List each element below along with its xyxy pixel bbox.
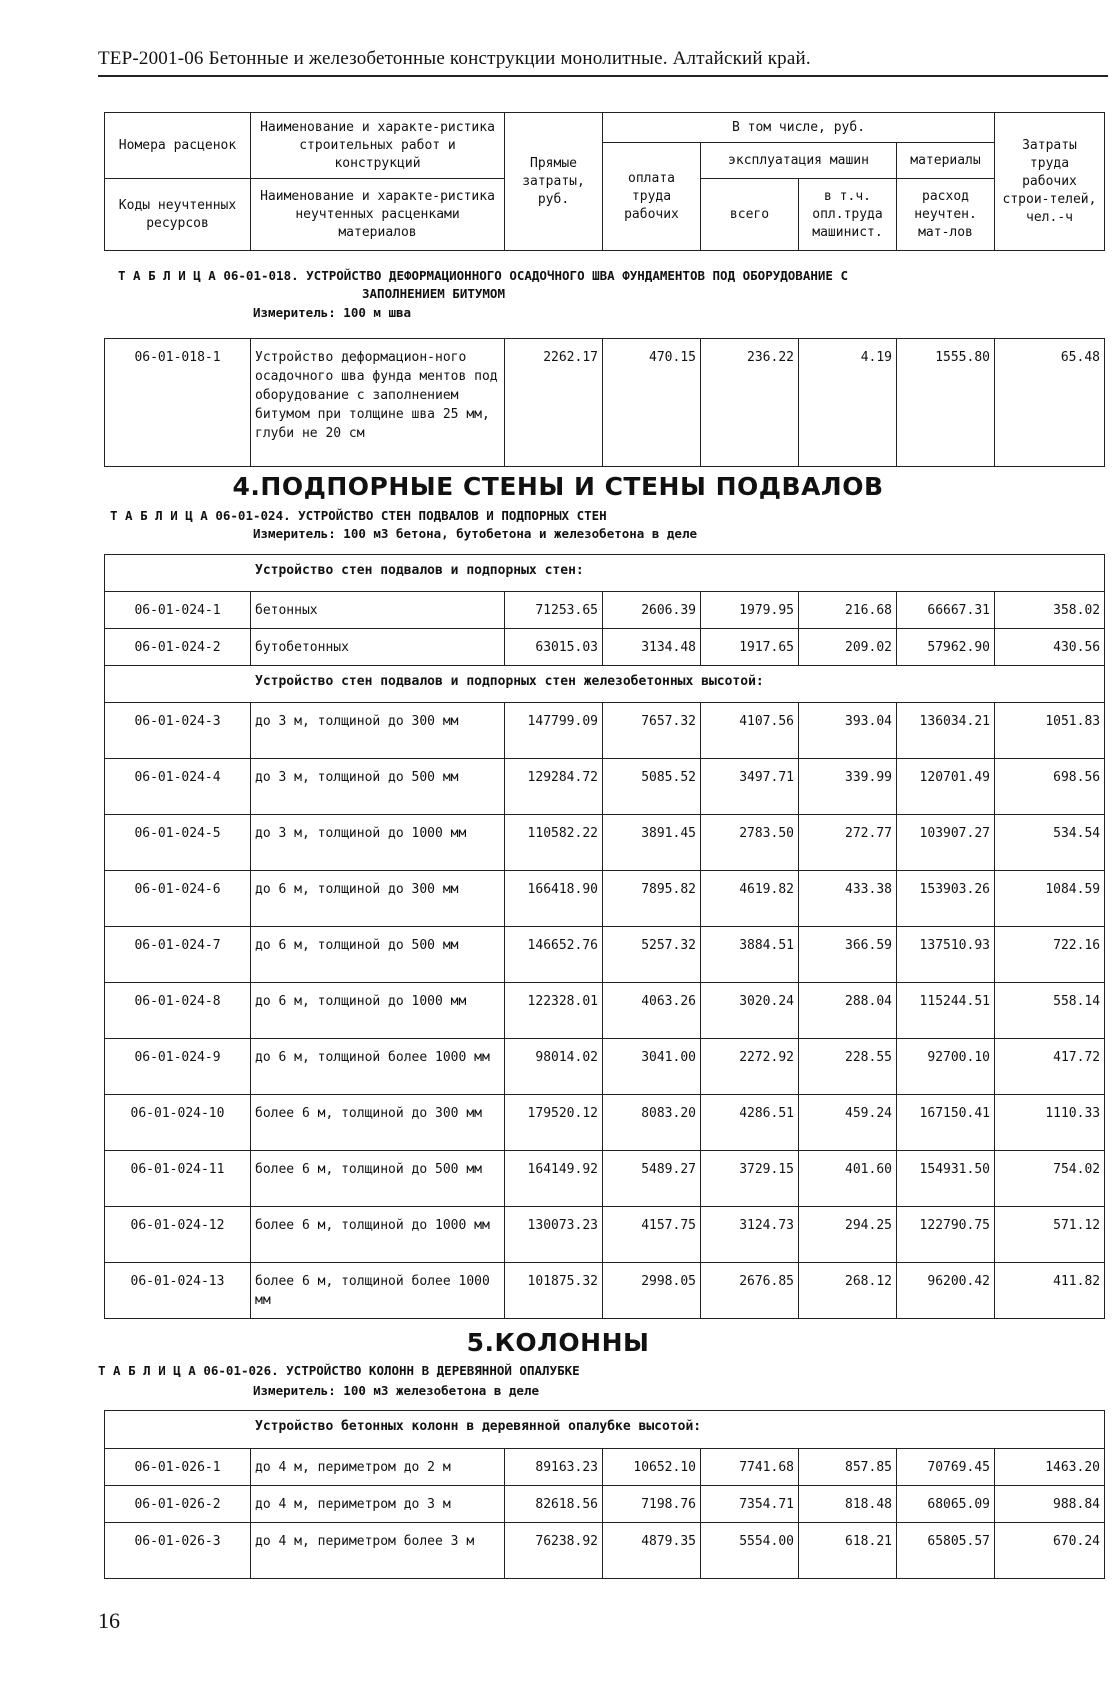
rate-code: 06-01-024-1	[105, 592, 251, 629]
rate-code: 06-01-024-5	[105, 815, 251, 871]
table-018-measure: Измеритель: 100 м шва	[253, 305, 412, 320]
table-026-group1: Устройство бетонных колонн в деревянной опалубке высотой:	[105, 1411, 1105, 1449]
machine-cost: 3124.73	[701, 1207, 799, 1263]
page-number: 16	[98, 1608, 120, 1633]
col-vsego: всего	[701, 179, 799, 251]
rate-code: 06-01-024-13	[105, 1263, 251, 1319]
materials-cost: 167150.41	[897, 1095, 995, 1151]
table-024-body1	[105, 592, 1105, 666]
table-024-group1: Устройство стен подвалов и подпорных стен:	[105, 555, 1105, 592]
rate-code: 06-01-024-11	[105, 1151, 251, 1207]
machinist-pay: 433.38	[799, 871, 897, 927]
worker-pay: 8083.20	[603, 1095, 701, 1151]
direct-cost: 179520.12	[505, 1095, 603, 1151]
table-024	[104, 554, 1105, 1319]
materials-cost: 65805.57	[897, 1523, 995, 1579]
table-row	[105, 871, 1105, 927]
worker-pay: 2998.05	[603, 1263, 701, 1319]
machine-cost: 3729.15	[701, 1151, 799, 1207]
col-pryamye: Прямые затраты, руб.	[505, 113, 603, 251]
labor-hours: 430.56	[995, 629, 1105, 666]
rate-code: 06-01-026-3	[105, 1523, 251, 1579]
materials-cost: 120701.49	[897, 759, 995, 815]
col-kody: Коды неучтенных ресурсов	[105, 179, 251, 251]
rate-code: 06-01-024-4	[105, 759, 251, 815]
work-name: до 3 м, толщиной до 1000 мм	[251, 815, 505, 871]
worker-pay: 3134.48	[603, 629, 701, 666]
machinist-pay: 268.12	[799, 1263, 897, 1319]
rate-code: 06-01-024-12	[105, 1207, 251, 1263]
machine-cost: 3020.24	[701, 983, 799, 1039]
worker-pay: 10652.10	[603, 1449, 701, 1486]
materials-cost: 1555.80	[897, 339, 995, 467]
rate-code: 06-01-024-2	[105, 629, 251, 666]
worker-pay: 7895.82	[603, 871, 701, 927]
labor-hours: 754.02	[995, 1151, 1105, 1207]
work-name: до 3 м, толщиной до 300 мм	[251, 703, 505, 759]
col-oplata: оплата труда рабочих	[603, 143, 701, 251]
table-026	[104, 1410, 1105, 1579]
machine-cost: 236.22	[701, 339, 799, 467]
table-row	[105, 1151, 1105, 1207]
labor-hours: 1084.59	[995, 871, 1105, 927]
rate-code: 06-01-026-1	[105, 1449, 251, 1486]
work-name: более 6 м, толщиной более 1000 мм	[251, 1263, 505, 1319]
col-ekspl: эксплуатация машин	[701, 143, 897, 179]
materials-cost: 153903.26	[897, 871, 995, 927]
labor-hours: 558.14	[995, 983, 1105, 1039]
direct-cost: 130073.23	[505, 1207, 603, 1263]
work-name: до 6 м, толщиной до 1000 мм	[251, 983, 505, 1039]
direct-cost: 2262.17	[505, 339, 603, 467]
machine-cost: 4107.56	[701, 703, 799, 759]
machinist-pay: 393.04	[799, 703, 897, 759]
machinist-pay: 818.48	[799, 1486, 897, 1523]
work-name: Устройство деформацион-ного осадочного шва фунда ментов под оборудование с заполнением битумом при толщине шва 25 мм, глуби не 20 см	[251, 339, 505, 467]
labor-hours: 534.54	[995, 815, 1105, 871]
materials-cost: 68065.09	[897, 1486, 995, 1523]
machinist-pay: 228.55	[799, 1039, 897, 1095]
table-row	[105, 1095, 1105, 1151]
table-018-title-cont: ЗАПОЛНЕНИЕМ БИТУМОМ	[362, 286, 505, 301]
worker-pay: 470.15	[603, 339, 701, 467]
materials-cost: 136034.21	[897, 703, 995, 759]
labor-hours: 722.16	[995, 927, 1105, 983]
machine-cost: 4286.51	[701, 1095, 799, 1151]
direct-cost: 147799.09	[505, 703, 603, 759]
rate-code: 06-01-024-10	[105, 1095, 251, 1151]
rate-code: 06-01-024-8	[105, 983, 251, 1039]
machinist-pay: 288.04	[799, 983, 897, 1039]
labor-hours: 571.12	[995, 1207, 1105, 1263]
table-row	[105, 1449, 1105, 1486]
machinist-pay: 4.19	[799, 339, 897, 467]
machine-cost: 3884.51	[701, 927, 799, 983]
labor-hours: 988.84	[995, 1486, 1105, 1523]
machinist-pay: 209.02	[799, 629, 897, 666]
col-nomera: Номера расценок	[105, 113, 251, 179]
labor-hours: 417.72	[995, 1039, 1105, 1095]
labor-hours: 65.48	[995, 339, 1105, 467]
rate-code: 06-01-024-6	[105, 871, 251, 927]
worker-pay: 4157.75	[603, 1207, 701, 1263]
worker-pay: 4879.35	[603, 1523, 701, 1579]
materials-cost: 92700.10	[897, 1039, 995, 1095]
table-row	[105, 703, 1105, 759]
worker-pay: 5257.32	[603, 927, 701, 983]
table-026-measure: Измеритель: 100 м3 железобетона в деле	[253, 1383, 539, 1398]
machinist-pay: 294.25	[799, 1207, 897, 1263]
rate-code: 06-01-024-7	[105, 927, 251, 983]
materials-cost: 103907.27	[897, 815, 995, 871]
table-row	[105, 1039, 1105, 1095]
table-026-title: Т А Б Л И Ц А 06-01-026. УСТРОЙСТВО КОЛОНН В ДЕРЕВЯННОЙ ОПАЛУБКЕ	[98, 1363, 580, 1378]
direct-cost: 98014.02	[505, 1039, 603, 1095]
labor-hours: 1051.83	[995, 703, 1105, 759]
header-rule	[98, 75, 1108, 77]
machinist-pay: 857.85	[799, 1449, 897, 1486]
col-zatraty: Затраты труда рабочих строи-телей, чел.-ч	[995, 113, 1105, 251]
col-v-tom: В том числе, руб.	[603, 113, 995, 143]
work-name: до 4 м, периметром до 3 м	[251, 1486, 505, 1523]
direct-cost: 63015.03	[505, 629, 603, 666]
machinist-pay: 401.60	[799, 1151, 897, 1207]
direct-cost: 110582.22	[505, 815, 603, 871]
rate-code: 06-01-018-1	[105, 339, 251, 467]
materials-cost: 66667.31	[897, 592, 995, 629]
machinist-pay: 459.24	[799, 1095, 897, 1151]
table-row	[105, 592, 1105, 629]
col-naim1: Наименование и характе-ристика строительных работ и конструкций	[251, 113, 505, 179]
direct-cost: 122328.01	[505, 983, 603, 1039]
direct-cost: 101875.32	[505, 1263, 603, 1319]
worker-pay: 3041.00	[603, 1039, 701, 1095]
machine-cost: 5554.00	[701, 1523, 799, 1579]
direct-cost: 146652.76	[505, 927, 603, 983]
direct-cost: 129284.72	[505, 759, 603, 815]
work-name: до 3 м, толщиной до 500 мм	[251, 759, 505, 815]
rate-code: 06-01-026-2	[105, 1486, 251, 1523]
direct-cost: 82618.56	[505, 1486, 603, 1523]
table-row	[105, 629, 1105, 666]
table-026-body	[105, 1449, 1105, 1579]
materials-cost: 122790.75	[897, 1207, 995, 1263]
work-name: более 6 м, толщиной до 1000 мм	[251, 1207, 505, 1263]
direct-cost: 76238.92	[505, 1523, 603, 1579]
worker-pay: 2606.39	[603, 592, 701, 629]
direct-cost: 164149.92	[505, 1151, 603, 1207]
labor-hours: 1110.33	[995, 1095, 1105, 1151]
col-materialy: материалы	[897, 143, 995, 179]
work-name: до 6 м, толщиной до 300 мм	[251, 871, 505, 927]
worker-pay: 5489.27	[603, 1151, 701, 1207]
work-name: бетонных	[251, 592, 505, 629]
table-024-title: Т А Б Л И Ц А 06-01-024. УСТРОЙСТВО СТЕН ПОДВАЛОВ И ПОДПОРНЫХ СТЕН	[110, 508, 607, 523]
worker-pay: 4063.26	[603, 983, 701, 1039]
labor-hours: 411.82	[995, 1263, 1105, 1319]
labor-hours: 358.02	[995, 592, 1105, 629]
page-header: ТЕР-2001-06 Бетонные и железобетонные конструкции монолитные. Алтайский край.	[98, 48, 811, 69]
machine-cost: 1979.95	[701, 592, 799, 629]
machine-cost: 2783.50	[701, 815, 799, 871]
table-row	[105, 927, 1105, 983]
table-row	[105, 1486, 1105, 1523]
materials-cost: 57962.90	[897, 629, 995, 666]
materials-cost: 154931.50	[897, 1151, 995, 1207]
labor-hours: 670.24	[995, 1523, 1105, 1579]
table-018	[104, 338, 1105, 467]
table-row	[105, 339, 1105, 467]
worker-pay: 7657.32	[603, 703, 701, 759]
labor-hours: 698.56	[995, 759, 1105, 815]
table-row	[105, 759, 1105, 815]
work-name: более 6 м, толщиной до 500 мм	[251, 1151, 505, 1207]
machine-cost: 2676.85	[701, 1263, 799, 1319]
machinist-pay: 216.68	[799, 592, 897, 629]
section-5-title: 5.КОЛОННЫ	[466, 1328, 650, 1357]
table-024-group2: Устройство стен подвалов и подпорных стен железобетонных высотой:	[105, 666, 1105, 703]
machine-cost: 7354.71	[701, 1486, 799, 1523]
section-4-title: 4.ПОДПОРНЫЕ СТЕНЫ И СТЕНЫ ПОДВАЛОВ	[232, 472, 884, 501]
work-name: до 4 м, периметром до 2 м	[251, 1449, 505, 1486]
machine-cost: 3497.71	[701, 759, 799, 815]
machine-cost: 7741.68	[701, 1449, 799, 1486]
table-018-title: Т А Б Л И Ц А 06-01-018. УСТРОЙСТВО ДЕФОРМАЦИОННОГО ОСАДОЧНОГО ШВА ФУНДАМЕНТОВ ПОД ОБОРУДОВАНИЕ С	[118, 268, 848, 283]
table-018-body	[105, 339, 1105, 467]
column-header-table	[104, 112, 1105, 251]
direct-cost: 89163.23	[505, 1449, 603, 1486]
work-name: до 4 м, периметром более 3 м	[251, 1523, 505, 1579]
machinist-pay: 618.21	[799, 1523, 897, 1579]
col-naim2: Наименование и характе-ристика неучтенных расценками материалов	[251, 179, 505, 251]
direct-cost: 166418.90	[505, 871, 603, 927]
work-name: до 6 м, толщиной более 1000 мм	[251, 1039, 505, 1095]
table-024-measure: Измеритель: 100 м3 бетона, бутобетона и железобетона в деле	[253, 526, 698, 541]
machinist-pay: 272.77	[799, 815, 897, 871]
labor-hours: 1463.20	[995, 1449, 1105, 1486]
worker-pay: 3891.45	[603, 815, 701, 871]
work-name: бутобетонных	[251, 629, 505, 666]
col-rashod: расход неучтен. мат-лов	[897, 179, 995, 251]
work-name: до 6 м, толщиной до 500 мм	[251, 927, 505, 983]
direct-cost: 71253.65	[505, 592, 603, 629]
machine-cost: 1917.65	[701, 629, 799, 666]
rate-code: 06-01-024-3	[105, 703, 251, 759]
machine-cost: 2272.92	[701, 1039, 799, 1095]
materials-cost: 137510.93	[897, 927, 995, 983]
table-row	[105, 815, 1105, 871]
machinist-pay: 366.59	[799, 927, 897, 983]
materials-cost: 70769.45	[897, 1449, 995, 1486]
rate-code: 06-01-024-9	[105, 1039, 251, 1095]
work-name: более 6 м, толщиной до 300 мм	[251, 1095, 505, 1151]
worker-pay: 5085.52	[603, 759, 701, 815]
worker-pay: 7198.76	[603, 1486, 701, 1523]
table-row	[105, 983, 1105, 1039]
table-row	[105, 1207, 1105, 1263]
machinist-pay: 339.99	[799, 759, 897, 815]
table-024-body2	[105, 703, 1105, 1319]
table-row	[105, 1523, 1105, 1579]
materials-cost: 115244.51	[897, 983, 995, 1039]
col-vtch: в т.ч. опл.труда машинист.	[799, 179, 897, 251]
machine-cost: 4619.82	[701, 871, 799, 927]
table-row	[105, 1263, 1105, 1319]
materials-cost: 96200.42	[897, 1263, 995, 1319]
